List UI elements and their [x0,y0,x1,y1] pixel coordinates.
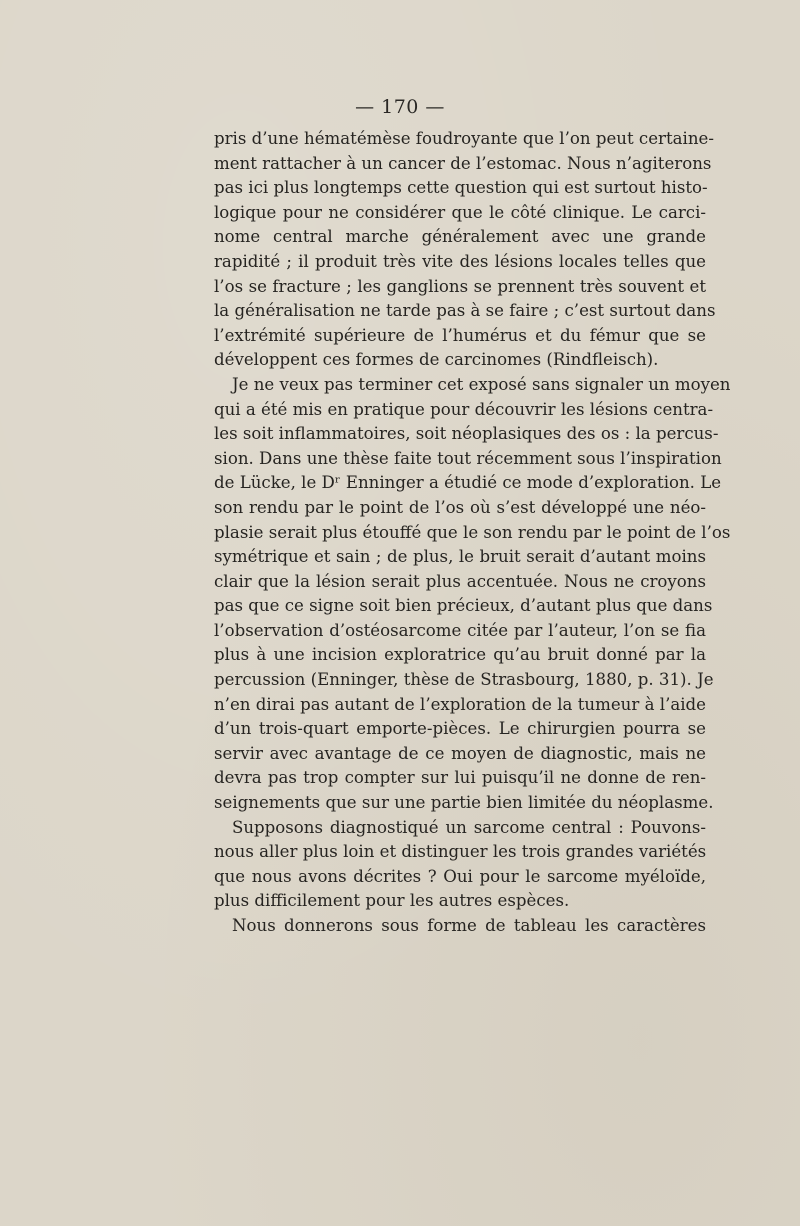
text-line: n’en dirai pas autant de l’exploration de la tumeur à l’aide [214,694,706,714]
text-line: Nous donnerons sous forme de tableau les caractères [232,916,706,935]
text-line: nome central marche généralement avec une grande [214,227,706,247]
text-line: sion. Dans une thèse faite tout récemment sous l’inspiration [214,448,722,468]
text-line: les soit inflammatoires, soit néoplasiques des os : la percus- [214,424,719,444]
text-line: percussion (Enninger, thèse de Strasbourg, 1880, p. 31). Je [214,670,714,690]
text-line: développent ces formes de carcinomes (Rindfleisch). [214,350,659,370]
text-line: seignements que sur une partie bien limitée du néoplasme. [214,793,714,813]
page-number: — 170 — [355,96,445,118]
text-line: qui a été mis en pratique pour découvrir les lésions centra- [214,399,714,419]
text-line: nous aller plus loin et distinguer les trois grandes variétés [214,842,707,862]
text-line: rapidité ; il produit très vite des lésions locales telles que [214,251,706,271]
text-line: pas que ce signe soit bien précieux, d’autant plus que dans [214,596,713,616]
text-line: ment rattacher à un cancer de l’estomac. Nous n’agiterons [214,153,712,173]
text-line: la généralisation ne tarde pas à se faire ; c’est surtout dans [214,301,716,321]
body-text [214,127,731,939]
text-line: plus difficilement pour les autres espèces. [214,891,570,911]
text-line: plasie serait plus étouffé que le son rendu par le point de l’os [214,522,731,542]
text-line: symétrique et sain ; de plus, le bruit serait d’autant moins [214,547,706,567]
text-line: servir avec avantage de ce moyen de diagnostic, mais ne [214,743,706,763]
text-line: de Lücke, le Dʳ Enninger a étudié ce mode d’exploration. Le [214,473,722,493]
text-line: pas ici plus longtemps cette question qui est surtout histo- [214,178,708,198]
text-line: l’extrémité supérieure de l’humérus et du fémur que se [214,325,706,345]
text-line: plus à une incision exploratrice qu’au bruit donné par la [214,645,706,665]
text-line: devra pas trop compter sur lui puisqu’il ne donne de ren- [214,768,706,788]
text-line: clair que la lésion serait plus accentuée. Nous ne croyons [214,571,706,591]
text-line: logique pour ne considérer que le côté clinique. Le carci- [214,202,706,222]
text-line: Supposons diagnostiqué un sarcome central : Pouvons- [232,817,706,837]
text-line: l’observation d’ostéosarcome citée par l’auteur, l’on se fia [214,620,706,640]
text-line: d’un trois-quart emporte-pièces. Le chirurgien pourra se [214,719,706,739]
text-line: pris d’une hématémèse foudroyante que l’on peut certaine- [214,129,714,148]
text-line: que nous avons décrites ? Oui pour le sarcome myéloïde, [214,866,706,886]
text-line: Je ne veux pas terminer cet exposé sans signaler un moyen [232,374,731,394]
text-line: l’os se fracture ; les ganglions se prennent très souvent et [214,276,706,296]
text-line: son rendu par le point de l’os où s’est développé une néo- [214,497,706,517]
